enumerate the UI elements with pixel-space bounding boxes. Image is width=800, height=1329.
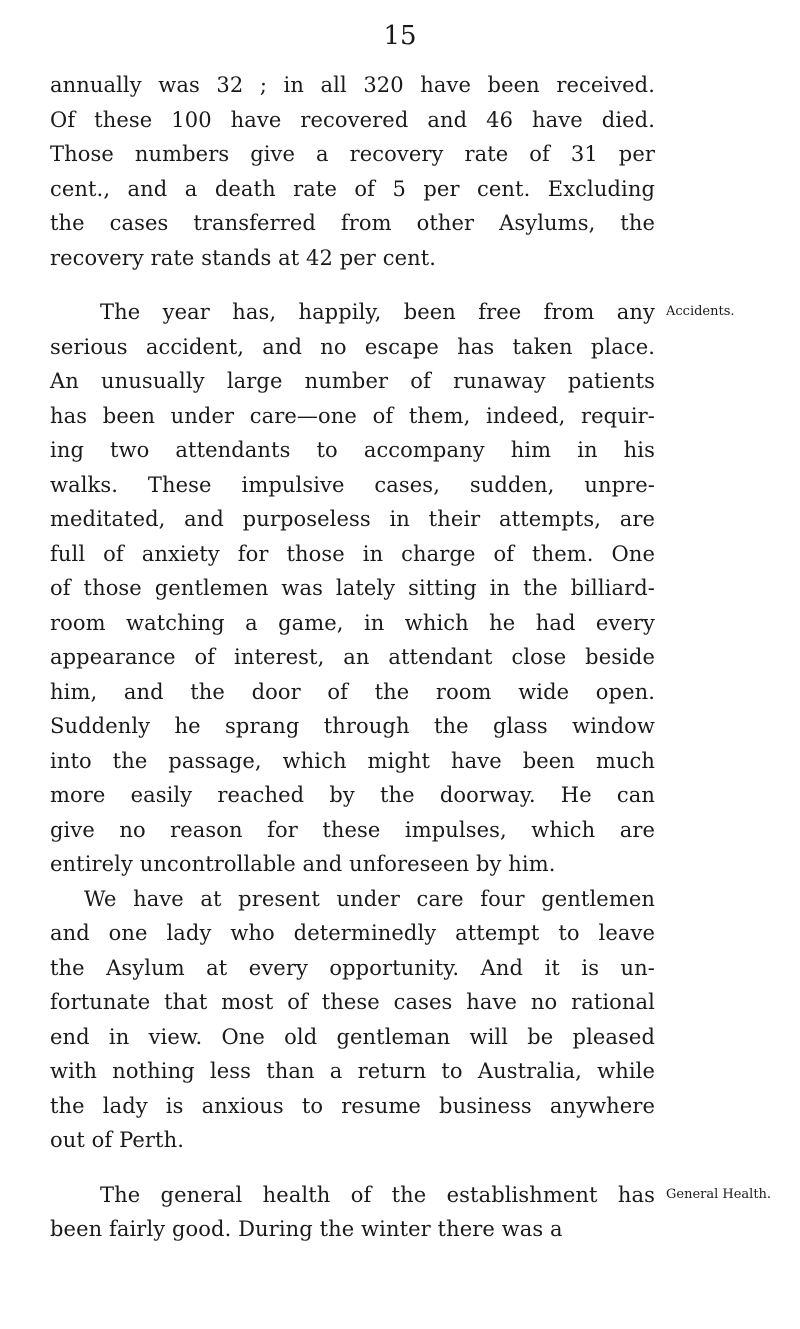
text-line: the lady is anxious to resume business anywhere (50, 1093, 655, 1118)
text-line: the cases transferred from other Asylums, the (50, 211, 655, 235)
text-line: has been under care—one of them, indeed, requir- (50, 403, 655, 428)
text-line: the Asylum at every opportunity. And it is un- (50, 955, 655, 980)
text-line: into the passage, which might have been much (50, 748, 655, 773)
text-line: of those gentlemen was lately sitting in the billiard- (50, 576, 655, 600)
text-line: fortunate that most of these cases have no rational (50, 990, 655, 1014)
text-line: him, and the door of the room wide open. (50, 679, 655, 704)
text-line: meditated, and purposeless in their attempts, are (50, 507, 655, 531)
text-line: ing two attendants to accompany him in his (50, 438, 655, 462)
text-line: full of anxiety for those in charge of them. One (50, 541, 655, 566)
text-line: room watching a game, in which he had every (50, 610, 655, 635)
text-line: give no reason for these impulses, which are (50, 817, 655, 842)
text-line: been fairly good. During the winter there was a (50, 1217, 563, 1241)
text-line: entirely uncontrollable and unforeseen by him. (50, 852, 556, 876)
text-line: annually was 32 ; in all 320 have been received. (50, 73, 655, 97)
text-line: with nothing less than a return to Australia, while (50, 1059, 655, 1083)
text-line: Suddenly he sprang through the glass window (50, 714, 655, 738)
text-line: more easily reached by the doorway. He can (50, 783, 655, 807)
text-line: The year has, happily, been free from any (100, 300, 655, 324)
text-line: out of Perth. (50, 1128, 184, 1152)
text-line: Those numbers give a recovery rate of 31 per (50, 142, 655, 166)
text-line: appearance of interest, an attendant close beside (50, 645, 655, 669)
text-line: end in view. One old gentleman will be pleased (50, 1024, 655, 1049)
text-line: walks. These impulsive cases, sudden, unpre- (50, 472, 655, 497)
text-line: recovery rate stands at 42 per cent. (50, 245, 437, 270)
text-line: serious accident, and no escape has taken place. (50, 334, 655, 359)
text-line: cent., and a death rate of 5 per cent. Excluding (50, 176, 655, 201)
text-line: and one lady who determinedly attempt to leave (50, 921, 655, 945)
text-line: We have at present under care four gentlemen (84, 886, 655, 911)
page-number: 15 (383, 21, 417, 51)
margin-note-accidents: Accidents. (666, 304, 735, 319)
text-line: The general health of the establishment has (100, 1182, 655, 1207)
text-line: An unusually large number of runaway patients (50, 369, 655, 393)
text-line: Of these 100 have recovered and 46 have died. (50, 107, 655, 132)
margin-note-general-health: General Health. (666, 1186, 772, 1202)
